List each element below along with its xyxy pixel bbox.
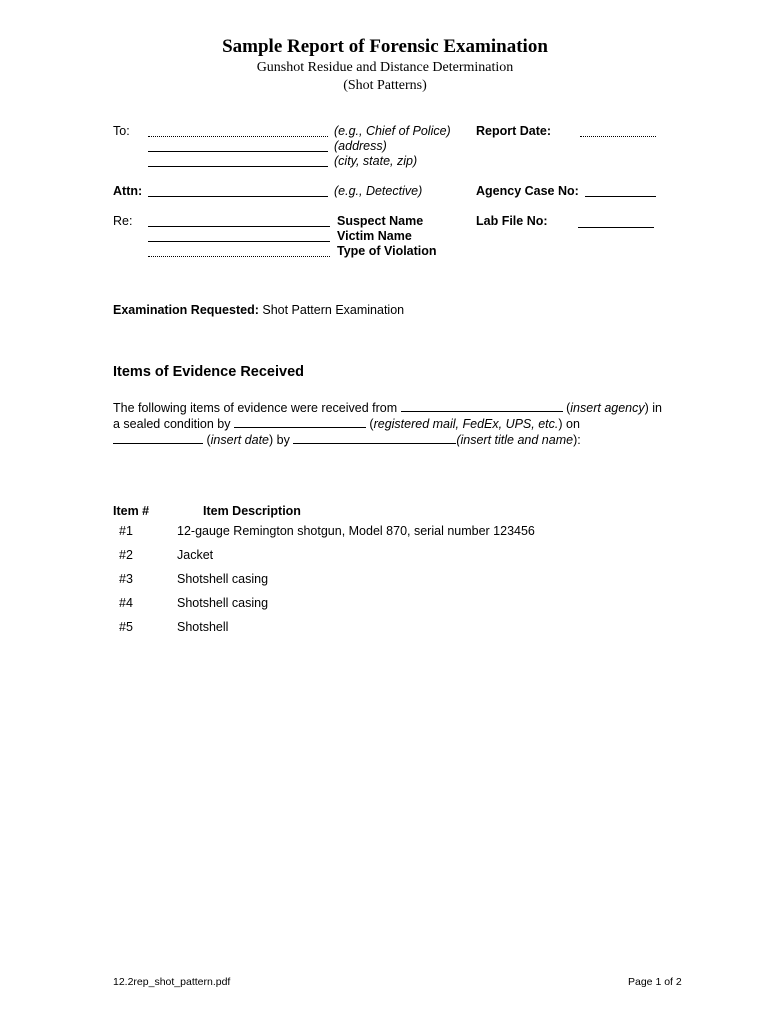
exam-requested xyxy=(113,303,404,317)
item-description: Shotshell casing xyxy=(177,572,269,586)
evidence-paragraph: The following items of evidence were received from (insert agency) in a sealed condition by (registered mail, FedEx, UPS, etc.) on (insert date) by (insert title and name): xyxy=(113,401,663,447)
to-hint-1: (e.g., Chief of Police) xyxy=(334,124,451,138)
item-description: 12-gauge Remington shotgun, Model 870, serial number 123456 xyxy=(177,524,535,538)
to-label: To: xyxy=(113,124,130,138)
to-hint-2: (address) xyxy=(334,139,387,153)
item-number: #2 xyxy=(119,548,133,562)
evidence-text: ) by xyxy=(269,433,290,447)
lab-file-field[interactable] xyxy=(578,227,654,228)
to-city-field[interactable] xyxy=(148,166,328,167)
report-date-field[interactable] xyxy=(580,136,656,137)
item-number: #1 xyxy=(119,524,133,538)
agency-case-field[interactable] xyxy=(585,196,656,197)
re-violation-label: Type of Violation xyxy=(337,244,437,258)
attn-label: Attn: xyxy=(113,184,143,198)
delivery-hint: registered mail, FedEx, UPS, etc. xyxy=(373,417,559,431)
attn-field[interactable] xyxy=(148,196,328,197)
col-item-header: Item # xyxy=(113,504,150,518)
receiver-blank[interactable] xyxy=(293,432,456,444)
item-number: #3 xyxy=(119,572,133,586)
evidence-heading: Items of Evidence Received xyxy=(113,364,304,380)
item-number: #4 xyxy=(119,596,133,610)
item-description: Shotshell xyxy=(177,620,229,634)
item-description: Jacket xyxy=(177,548,214,562)
exam-requested-value: Shot Pattern Examination xyxy=(262,303,405,317)
evidence-text: a sealed condition by xyxy=(113,417,231,431)
re-label: Re: xyxy=(113,214,133,228)
item-number: #5 xyxy=(119,620,133,634)
evidence-text: ): xyxy=(573,433,581,447)
date-hint: insert date xyxy=(210,433,270,447)
agency-blank[interactable] xyxy=(401,400,563,412)
attn-hint: (e.g., Detective) xyxy=(334,184,423,198)
item-description: Shotshell casing xyxy=(177,596,269,610)
re-victim-label: Victim Name xyxy=(337,229,412,243)
evidence-text: The following items of evidence were received from xyxy=(113,401,398,415)
footer-filename: 12.2rep_shot_pattern.pdf xyxy=(113,976,231,988)
page-subtitle-2: (Shot Patterns) xyxy=(343,78,427,93)
page-subtitle: Gunshot Residue and Distance Determination xyxy=(256,60,514,75)
re-suspect-label: Suspect Name xyxy=(337,214,424,228)
agency-hint: insert agency xyxy=(570,401,645,415)
exam-requested-label: Examination Requested: xyxy=(113,303,259,317)
delivery-blank[interactable] xyxy=(234,416,366,428)
to-hint-3: (city, state, zip) xyxy=(334,154,418,168)
date-blank[interactable] xyxy=(113,432,203,444)
re-victim-field[interactable] xyxy=(148,241,330,242)
agency-case-label: Agency Case No: xyxy=(476,184,579,198)
footer-page-number: Page 1 of 2 xyxy=(628,976,682,988)
to-address-field[interactable] xyxy=(148,151,328,152)
evidence-text: ) on xyxy=(558,417,580,431)
to-name-field[interactable] xyxy=(148,136,328,137)
re-suspect-field[interactable] xyxy=(148,226,330,227)
lab-file-label: Lab File No: xyxy=(476,214,548,228)
col-desc-header: Item Description xyxy=(203,504,301,518)
evidence-text: ) in xyxy=(644,401,663,415)
re-violation-field[interactable] xyxy=(148,256,330,257)
report-date-label: Report Date: xyxy=(476,124,552,138)
page-title: Sample Report of Forensic Examination xyxy=(222,36,548,57)
receiver-hint: (insert title and name xyxy=(456,433,574,447)
